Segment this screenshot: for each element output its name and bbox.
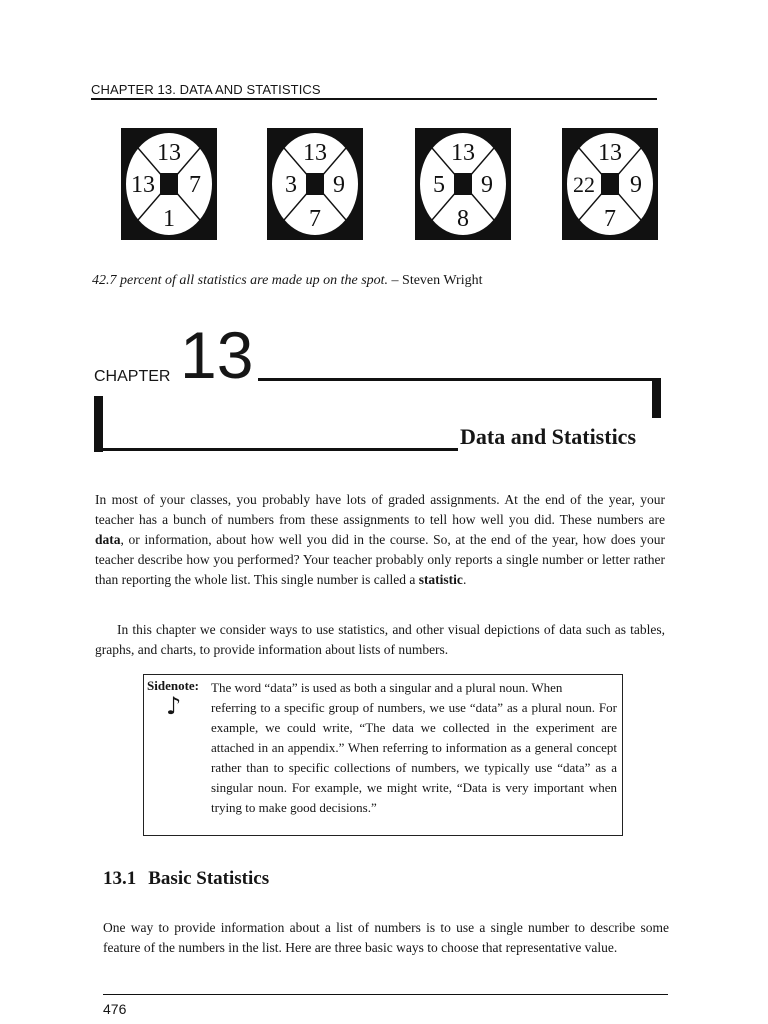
term-data: data [95,532,121,547]
chapter-word: CHAPTER [94,368,171,385]
puzzle-bottom-number: 7 [604,206,616,232]
puzzle-right-number: 9 [333,172,345,198]
number-puzzle-2 [267,128,363,240]
epigraph-attribution: – Steven Wright [388,273,483,288]
header-rule [91,98,657,100]
puzzle-top-number: 13 [598,140,622,166]
section-heading [103,868,281,890]
section-paragraph: One way to provide information about a list of numbers is to use a single number to describe some feature of the numbers in the list. Here are three basic ways to choose that representative value. [103,920,669,955]
puzzle-bottom-number: 7 [309,206,321,232]
chapter-number: 13 [180,318,254,392]
puzzle-left-number: 22 [573,172,595,197]
puzzle-right-number: 9 [481,172,493,198]
running-head: CHAPTER 13. DATA AND STATISTICS [91,82,321,97]
puzzle-left-number: 5 [433,172,445,198]
sidenote-body: referring to a specific group of numbers, we use “data” as a plural noun. For example, we could write, “The data we collected in the experiment are attached in an appendix.” When referring to information as a general concept rather than to specific collections of numbers, we typically use “data” as a singular noun. For example, we might write, “Data is very important when trying to make good decisions.” [211,700,617,815]
puzzle-right-number: 7 [189,172,201,198]
chapter-frame-top-rule [258,378,660,381]
intro-paragraph-2: In this chapter we consider ways to use statistics, and other visual depictions of data such as tables, graphs, and charts, to provide information about lists of numbers. [95,622,665,657]
footer-rule [103,994,668,995]
chapter-frame-bottom-rule [94,448,458,451]
music-note-icon: ♪ [166,692,182,720]
section-title: Basic Statistics [148,868,270,889]
intro-text: , or information, about how well you did in the course. So, at the end of the year, how does your teacher describe how you performed? Your teacher probably only reports a single number or letter rather than reporting the whole list. This single number is called a [95,532,665,587]
epigraph-quote: 42.7 percent of all statistics are made up on the spot. [92,273,389,288]
epigraph [92,273,483,289]
sidenote-label: Sidenote: [147,678,199,693]
puzzle-top-number: 13 [303,140,327,166]
puzzle-top-number: 13 [451,140,475,166]
intro-paragraph-1 [95,490,665,590]
puzzle-left-number: 3 [285,172,297,198]
puzzle-right-number: 9 [630,172,642,198]
number-puzzle-4 [562,128,658,240]
puzzle-top-number: 13 [157,140,181,166]
number-puzzle-1 [121,128,217,240]
puzzle-bottom-number: 1 [163,206,175,232]
puzzle-bottom-number: 8 [457,206,469,232]
sidenote-first-line: The word “data” is used as both a singular and a plural noun. When [211,680,563,695]
term-statistic: statistic [418,572,463,587]
intro-text: In most of your classes, you probably have lots of graded assignments. At the end of the year, your teacher has a bunch of numbers from these assignments to tell how well you did. These numbers are [95,492,665,527]
section-number: 13.1 [103,868,137,889]
intro-text: . [462,572,467,587]
chapter-frame-right-bar [652,378,661,418]
chapter-title: Data and Statistics [460,424,637,449]
number-puzzle-3 [415,128,511,240]
chapter-frame-left-bar [94,396,103,452]
puzzle-left-number: 13 [131,172,155,198]
page-number: 476 [103,1001,127,1017]
